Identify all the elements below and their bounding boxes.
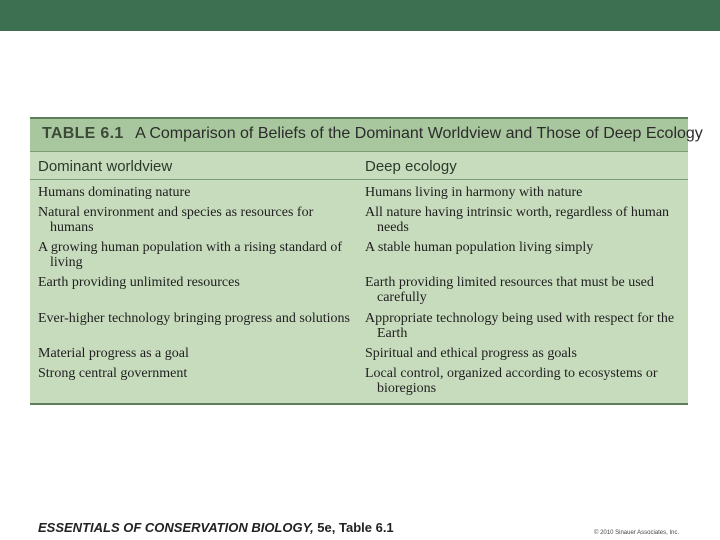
cell-dominant: Humans dominating nature <box>38 185 191 200</box>
cell-deep-ecology: All nature having intrinsic worth, regardless of human needs <box>365 205 670 235</box>
cell-deep-ecology: Local control, organized according to ecosystems or bioregions <box>365 366 658 396</box>
cell-dominant: A growing human population with a rising standard of living <box>38 240 343 270</box>
cell-dominant: Material progress as a goal <box>38 346 189 361</box>
column-header-row <box>30 151 688 180</box>
top-banner <box>0 0 720 31</box>
cell-dominant: Natural environment and species as resources for humans <box>38 205 314 235</box>
edition-reference: 5e, Table 6.1 <box>313 520 394 535</box>
cell-deep-ecology: Spiritual and ethical progress as goals <box>365 346 577 361</box>
cell-deep-ecology: Earth providing limited resources that must be used carefully <box>365 275 654 305</box>
source-citation <box>38 520 394 535</box>
book-title: ESSENTIALS OF CONSERVATION BIOLOGY, <box>38 520 314 535</box>
cell-deep-ecology: Humans living in harmony with nature <box>365 185 583 200</box>
table-caption: A Comparison of Beliefs of the Dominant Worldview and Those of Deep Ecology <box>135 125 703 142</box>
cell-dominant: Ever-higher technology bringing progress and solutions <box>38 311 350 326</box>
table-title <box>30 119 703 151</box>
cell-deep-ecology: A stable human population living simply <box>365 240 594 255</box>
comparison-table <box>30 117 703 405</box>
column-header-dominant: Dominant worldview <box>38 158 173 175</box>
cell-deep-ecology: Appropriate technology being used with respect for the Earth <box>365 311 675 341</box>
cell-dominant: Earth providing unlimited resources <box>38 275 240 290</box>
cell-dominant: Strong central government <box>38 366 188 381</box>
copyright-notice: © 2010 Sinauer Associates, Inc. <box>594 530 680 536</box>
column-header-deep-ecology: Deep ecology <box>365 158 457 175</box>
table-number: TABLE 6.1 <box>42 125 124 142</box>
